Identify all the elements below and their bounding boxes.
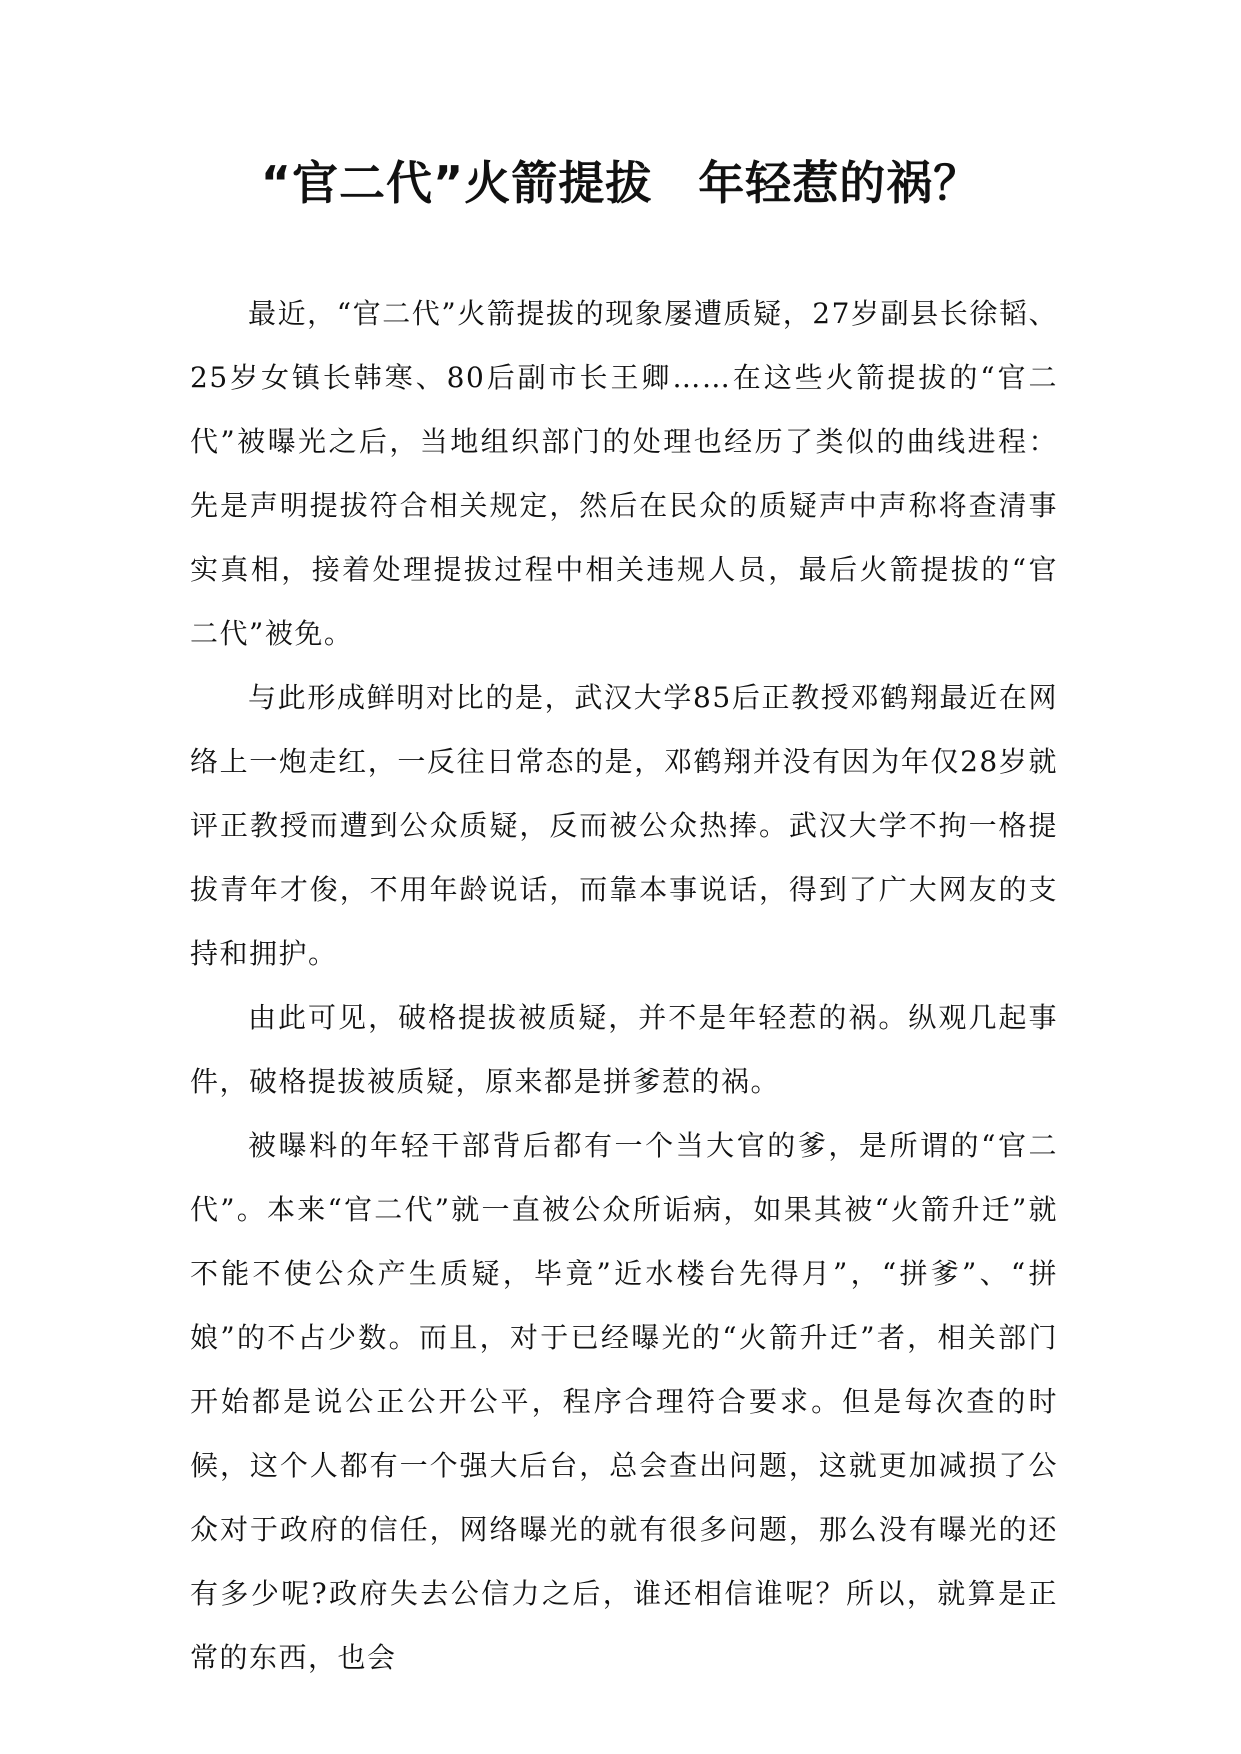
page-title xyxy=(0,148,1241,218)
article-body xyxy=(190,282,1058,1690)
paragraph-4: 被曝料的年轻干部背后都有一个当大官的爹，是所谓的“官二代”。本来“官二代”就一直被公众所诟病，如果其被“火箭升迁”就不能不使公众产生质疑，毕竟”近水楼台先得月”，“拼爹”、“拼娘”的不占少数。而且，对于已经曝光的“火箭升迁”者，相关部门开始都是说公正公开公平，程序合理符合要求。但是每次查的时候，这个人都有一个强大后台，总会查出问题，这就更加减损了公众对于政府的信任，网络曝光的就有很多问题，那么没有曝光的还有多少呢?政府失去公信力之后，谁还相信谁呢？所以，就算是正常的东西，也会 xyxy=(190,1129,1058,1674)
title-part-2: 年轻惹的祸？ xyxy=(698,156,981,210)
paragraph-3: 由此可见，破格提拔被质疑，并不是年轻惹的祸。纵观几起事件，破格提拔被质疑，原来都是拼爹惹的祸。 xyxy=(190,1001,1058,1098)
title-part-1: “官二代”火箭提拔 xyxy=(260,156,653,210)
paragraph-2: 与此形成鲜明对比的是，武汉大学85后正教授邓鹤翔最近在网络上一炮走红，一反往日常态的是，邓鹤翔并没有因为年仅28岁就评正教授而遭到公众质疑，反而被公众热捧。武汉大学不拘一格提拔青年才俊，不用年龄说话，而靠本事说话，得到了广大网友的支持和拥护。 xyxy=(190,681,1058,970)
paragraph-1: 最近，“官二代”火箭提拔的现象屡遭质疑，27岁副县长徐韬、25岁女镇长韩寒、80后副市长王卿……在这些火箭提拔的“官二代”被曝光之后，当地组织部门的处理也经历了类似的曲线进程：先是声明提拔符合相关规定，然后在民众的质疑声中声称将查清事实真相，接着处理提拔过程中相关违规人员，最后火箭提拔的“官二代”被免。 xyxy=(190,297,1058,650)
